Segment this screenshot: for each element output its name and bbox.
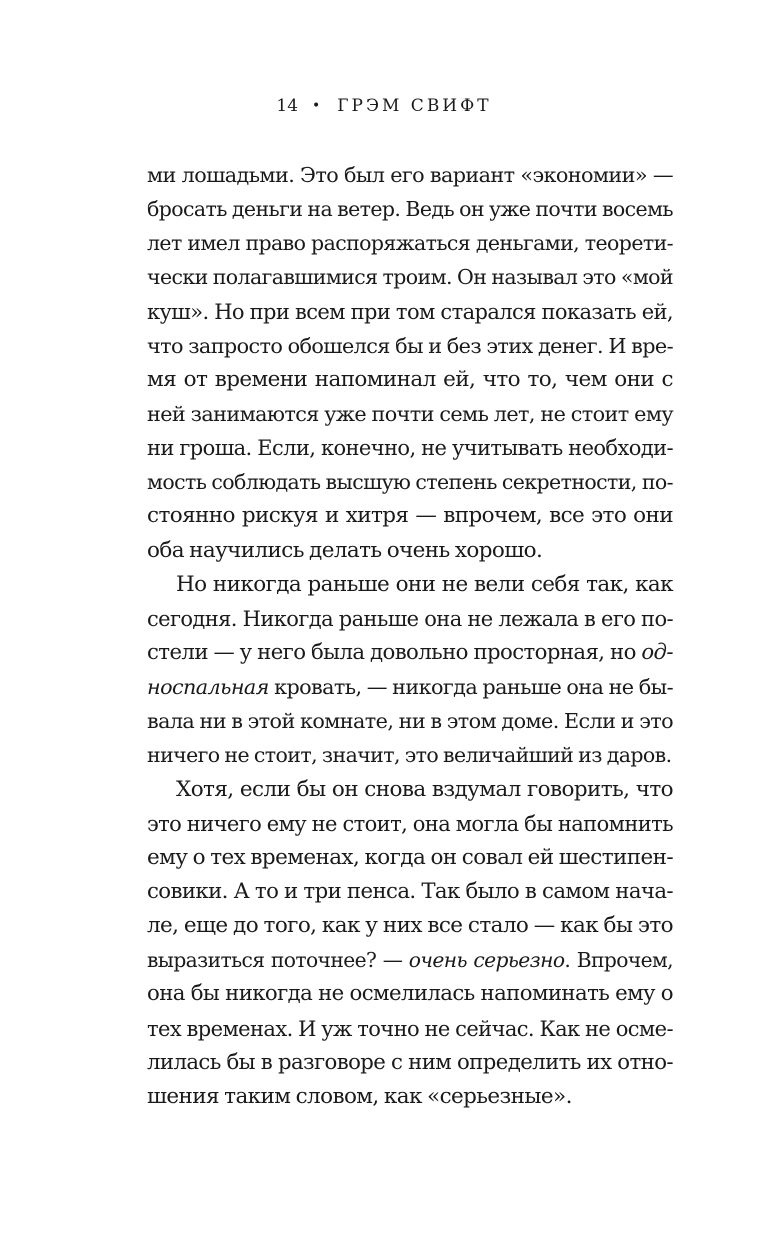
text-line: ни гроша. Если, конечно, не учитывать необходи- <box>147 436 673 461</box>
italic-text: носпальная <box>147 675 269 700</box>
text-line: бросать деньги на ветер. Ведь он уже почти восемь <box>147 197 673 222</box>
running-head <box>0 96 768 116</box>
text-line: Но никогда раньше они не вели себя так, как <box>176 571 673 597</box>
italic-text: очень серьезно <box>408 948 565 973</box>
text-line: лилась бы в разговоре с ним определить их отно- <box>147 1049 673 1075</box>
text-line: носпальная кровать, — никогда раньше она не бы- <box>147 675 673 700</box>
text-line: куш». Но при всем при том старался показать ей, <box>147 299 673 324</box>
header-separator: • <box>312 98 324 114</box>
text-line: мя от времени напоминал ей, что то, чем они с <box>147 366 673 392</box>
text-line: ми лошадьми. Это был его вариант «экономии» — <box>147 163 673 187</box>
text-line: что запросто обошелся бы и без этих денег. И вре- <box>147 333 673 358</box>
text-line: Хотя, если бы он снова вздумал говорить, что <box>176 776 673 802</box>
text-line: тех временах. И уж точно не сейчас. Как не осме- <box>147 1016 673 1041</box>
italic-text: од- <box>641 639 673 665</box>
text-line: чески полагавшимися троим. Он называл это «мой <box>147 265 673 290</box>
text-line: выразиться поточнее? — очень серьезно. Впрочем, <box>147 948 673 973</box>
text-line: стели — у него была довольно просторная, но од- <box>147 639 673 665</box>
text-line: это ничего ему не стоит, она могла бы напомнить <box>147 811 673 836</box>
text-line: стоянно рискуя и хитря — впрочем, все это они <box>147 503 673 529</box>
body-text <box>147 158 673 1114</box>
text-line: она бы никогда не осмелилась напоминать ему о <box>147 981 673 1007</box>
text-line: совики. А то и три пенса. Так было в самом нача- <box>147 878 673 904</box>
page-number: 14 <box>276 96 299 116</box>
text-line: мость соблюдать высшую степень секретности, по- <box>147 470 673 495</box>
text-line: лет имел право распоряжаться деньгами, теорети- <box>147 231 673 256</box>
author-name: ГРЭМ СВИФТ <box>337 96 492 116</box>
text-line: оба научились делать очень хорошо. <box>147 537 543 563</box>
text-line: ней занимаются уже почти семь лет, не стоит ему <box>147 401 673 426</box>
text-line: ему о тех временах, когда он совал ей шестипен- <box>147 844 673 870</box>
text-line: шения таким словом, как «серьезные». <box>147 1083 572 1109</box>
text-line: ничего не стоит, значит, это величайший из даров. <box>147 743 672 768</box>
text-line: сегодня. Никогда раньше она не лежала в его по- <box>147 606 673 631</box>
text-line: вала ни в этой комнате, ни в этом доме. Если и это <box>147 709 673 734</box>
text-line: ле, еще до того, как у них все стало — как бы это <box>147 913 673 939</box>
